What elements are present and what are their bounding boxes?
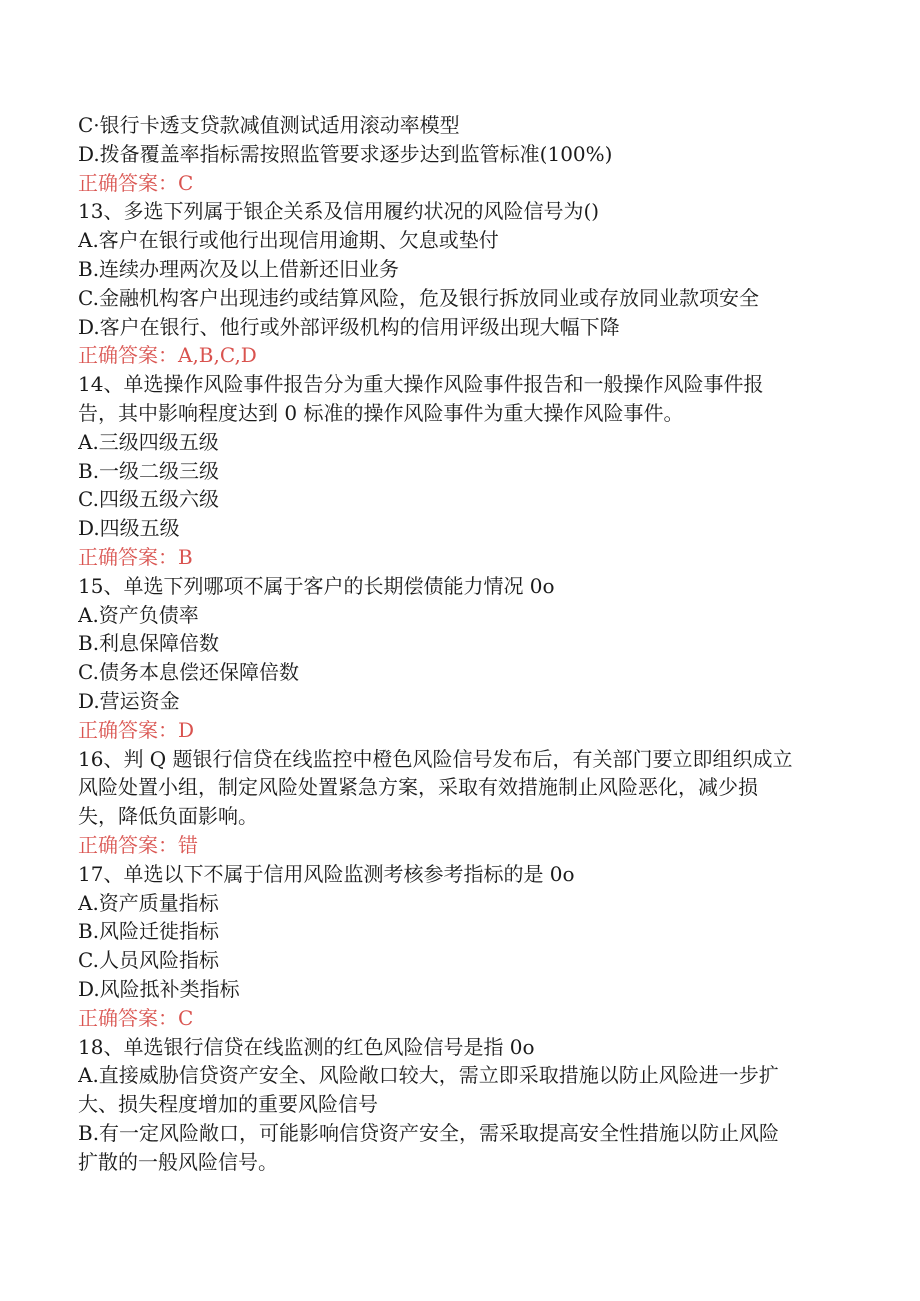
text-line: 风险处置小组，制定风险处置紧急方案，采取有效措施制止风险恶化，减少损 xyxy=(78,775,758,800)
answer-line: 正确答案：C xyxy=(78,170,194,195)
text-line: D.客户在银行、他行或外部评级机构的信用评级出现大幅下降 xyxy=(78,314,620,339)
text-line: D.风险抵补类指标 xyxy=(78,977,240,1001)
answer-line: 正确答案：D xyxy=(78,717,195,742)
text-line: B.一级二级三级 xyxy=(78,458,220,483)
text-line: C.人员风险指标 xyxy=(78,948,219,973)
text-line: 14、单选操作风险事件报告分为重大操作风险事件报告和一般操作风险事件报 xyxy=(78,372,764,397)
text-line: 失，降低负面影响。 xyxy=(78,804,258,829)
text-line: D.四级五级 xyxy=(78,516,180,541)
text-line: A.客户在银行或他行出现信用逾期、欠息或垫付 xyxy=(78,228,499,253)
text-line: C.债务本息偿还保障倍数 xyxy=(78,660,299,685)
text-line: A.资产质量指标 xyxy=(78,890,219,915)
text-line: C.金融机构客户出现违约或结算风险，危及银行拆放同业或存放同业款项安全 xyxy=(78,285,759,310)
answer-line: 正确答案：C xyxy=(78,1005,194,1030)
text-line: B.有一定风险敞口，可能影响信贷资产安全，需采取提高安全性措施以防止风险 xyxy=(78,1121,780,1145)
text-line: B.风险迁徙指标 xyxy=(78,919,220,944)
text-line: 17、单选以下不属于信用风险监测考核参考指标的是 0o xyxy=(78,861,575,886)
text-line: C.四级五级六级 xyxy=(78,487,219,512)
text-line: C·银行卡透支贷款减值测试适用滚动率模型 xyxy=(78,113,460,137)
text-line: 16、判 Q 题银行信贷在线监控中橙色风险信号发布后，有关部门要立即组织成立 xyxy=(78,746,793,771)
answer-line: 正确答案：错 xyxy=(78,833,198,857)
text-line: 15、单选下列哪项不属于客户的长期偿债能力情况 0o xyxy=(78,573,555,598)
text-line: 扩散的一般风险信号。 xyxy=(78,1149,278,1174)
answer-line: 正确答案：B xyxy=(78,545,193,569)
text-line: 18、单选银行信贷在线监测的红色风险信号是指 0o xyxy=(78,1034,535,1059)
text-line: A.直接威胁信贷资产安全、风险敞口较大，需立即采取措施以防止风险进一步扩 xyxy=(78,1063,779,1088)
text-line: D.营运资金 xyxy=(78,689,180,713)
text-line: D.拨备覆盖率指标需按照监管要求逐步达到监管标准(100%) xyxy=(78,141,613,166)
text-line: B.利息保障倍数 xyxy=(78,631,220,656)
text-line: 告，其中影响程度达到 0 标准的操作风险事件为重大操作风险事件。 xyxy=(78,401,684,425)
text-line: A.三级四级五级 xyxy=(78,429,219,454)
text-line: 大、损失程度增加的重要风险信号 xyxy=(78,1092,378,1117)
text-line: A.资产负债率 xyxy=(78,602,199,627)
answer-line: 正确答案：A,B,C,D xyxy=(78,343,257,368)
text-line: B.连续办理两次及以上借新还旧业务 xyxy=(78,257,400,281)
text-line: 13、多选下列属于银企关系及信用履约状况的风险信号为() xyxy=(78,199,600,224)
